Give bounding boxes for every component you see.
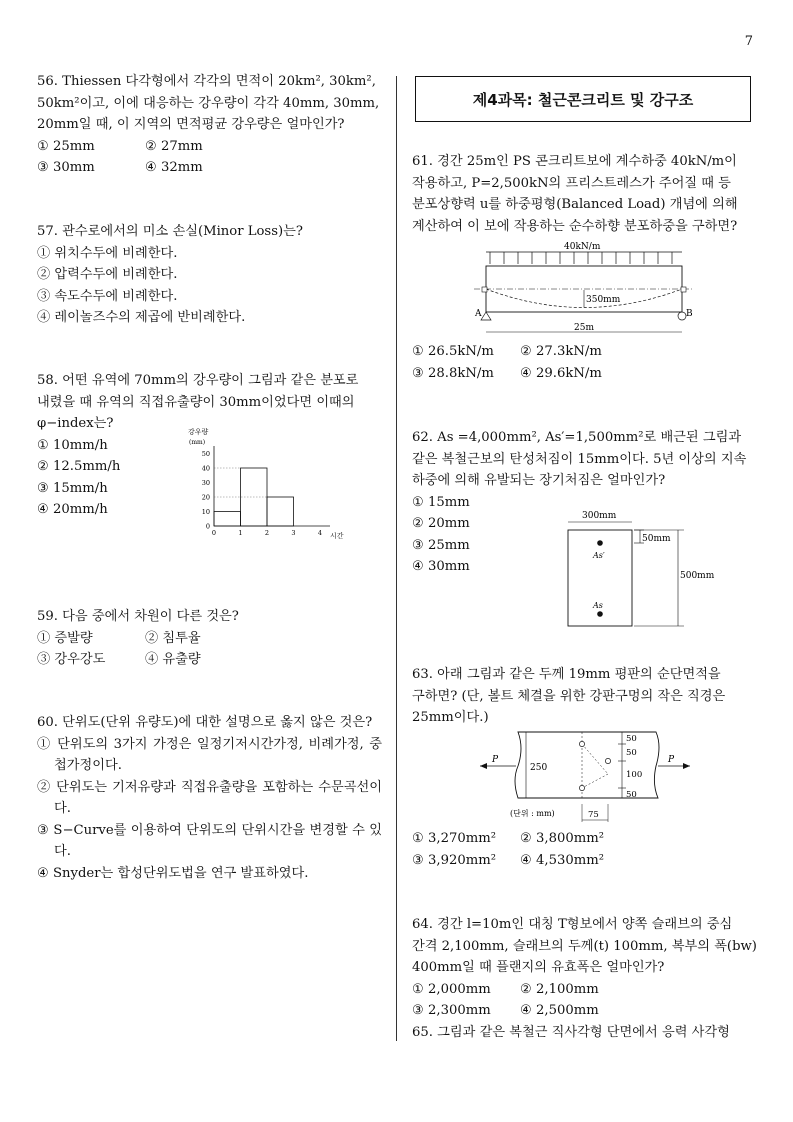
q60-option[interactable]: ① 단위도의 3가지 가정은 일정기저시간가정, 비례가정, 중첩가정이다.	[37, 736, 382, 773]
question-61	[412, 151, 757, 237]
x-tick-label: 2	[264, 529, 270, 537]
q62-option[interactable]: ④ 30mm	[412, 559, 470, 574]
ps-beam-figure	[472, 238, 702, 338]
q60-stem: 60. 단위도(단위 유량도)에 대한 설명으로 옳지 않은 것은?	[37, 715, 373, 730]
compression-bar-label: As′	[593, 551, 605, 560]
support-b-label: B	[686, 309, 693, 319]
bolt-hole	[579, 785, 584, 790]
column-divider	[396, 76, 397, 1041]
q64-option[interactable]: ① 2,000mm	[412, 981, 491, 997]
spacing-label: 100	[626, 770, 643, 780]
question-64	[412, 914, 757, 1043]
q58-line: φ−index는?	[37, 416, 114, 431]
question-56	[37, 71, 382, 179]
y-tick-label: 10	[201, 508, 210, 516]
sag-label: 350mm	[586, 295, 621, 305]
chart-ylabel: 강우량	[188, 428, 209, 436]
q56-option[interactable]: ① 25mm	[37, 138, 95, 154]
rainfall-bar	[214, 512, 241, 527]
rainfall-hyetograph	[180, 424, 360, 544]
q61-option[interactable]: ④ 29.6kN/m	[520, 365, 602, 381]
compression-bar	[597, 540, 603, 546]
beam-section-figure	[560, 508, 730, 630]
q58-line: 내렸을 때 유역의 직접유출량이 30mm이었다면 이때의	[37, 394, 355, 410]
q61-options	[412, 341, 757, 384]
q61-line: 61. 경간 25m인 PS 콘크리트보에 계수하중 40kN/m이	[412, 154, 737, 169]
q62-line: 같은 복철근보의 탄성처짐이 15mm이다. 5년 이상의 지속	[412, 451, 747, 467]
q64-option[interactable]: ④ 2,500mm	[520, 1003, 599, 1018]
distributed-load-arrows	[490, 252, 672, 264]
q56-line: 56. Thiessen 다각형에서 각각의 면적이 20km², 30km²,	[37, 74, 376, 89]
q58-option[interactable]: ② 12.5mm/h	[37, 459, 121, 474]
q62-line: 62. As =4,000mm², As′=1,500mm²로 배근된 그림과	[412, 430, 742, 445]
q57-option[interactable]: ① 위치수두에 비례한다.	[37, 245, 178, 261]
q57-stem: 57. 관수로에서의 미소 손실(Minor Loss)는?	[37, 224, 303, 239]
tension-bar	[597, 611, 603, 617]
q63-line: 63. 아래 그림과 같은 두께 19mm 평판의 순단면적을	[412, 667, 721, 682]
section-title: 제4과목: 철근콘크리트 및 강구조	[415, 76, 751, 122]
q62-line: 하중에 의해 유발되는 장기처짐은 얼마인가?	[412, 473, 666, 488]
q56-line: 20mm일 때, 이 지역의 면적평균 강우량은 얼마인가?	[37, 117, 345, 132]
q60-option[interactable]: ④ Snyder는 합성단위도법을 연구 발표하였다.	[37, 865, 309, 881]
spacing-label: 50	[626, 748, 637, 758]
q56-line: 50km²이고, 이에 대응하는 강우량이 각각 40mm, 30mm,	[37, 95, 380, 111]
q63-option[interactable]: ② 3,800mm²	[520, 831, 605, 846]
spacing-label: 50	[626, 734, 637, 744]
bolt-hole	[605, 758, 610, 763]
q63-option[interactable]: ④ 4,530mm²	[520, 852, 605, 868]
q64-line: 64. 경간 l=10m인 대칭 T형보에서 양쪽 슬래브의 중심	[412, 917, 733, 932]
q56-option[interactable]: ④ 32mm	[145, 160, 203, 175]
x-tick-label: 1	[238, 529, 243, 537]
q61-line: 작용하고, P=2,500kN의 프리스트레스가 주어질 때 등	[412, 175, 731, 191]
load-label: 40kN/m	[564, 242, 601, 252]
x-tick-label: 0	[211, 529, 217, 537]
q62-option[interactable]: ① 15mm	[412, 494, 470, 510]
page-number: 7	[744, 34, 753, 49]
question-63	[412, 664, 757, 729]
pitch-label: 75	[588, 810, 599, 820]
q60-option[interactable]: ② 단위도는 기저유량과 직접유출량을 포함하는 수문곡선이다.	[37, 779, 382, 816]
q57-option[interactable]: ② 압력수두에 비례한다.	[37, 267, 178, 282]
chart-xlabel: 시간	[330, 532, 344, 540]
q63-line: 25mm이다.)	[412, 710, 489, 725]
q64-line: 간격 2,100mm, 슬래브의 두께(t) 100mm, 복부의 폭(bw)	[412, 938, 757, 954]
q58-option[interactable]: ① 10mm/h	[37, 437, 108, 453]
q61-line: 계산하여 이 보에 작용하는 순수하향 분포하중을 구하면?	[412, 218, 738, 234]
q60-option[interactable]: ③ S−Curve를 이용하여 단위도의 단위시간을 변경할 수 있다.	[37, 822, 382, 859]
load-p-left: P	[492, 755, 499, 765]
tension-bar-label: As	[593, 601, 603, 610]
x-tick-label: 4	[317, 529, 323, 537]
q58-option[interactable]: ③ 15mm/h	[37, 480, 108, 496]
q61-line: 분포상향력 u를 하중평형(Balanced Load) 개념에 의해	[412, 197, 738, 212]
plate-width-label: 250	[530, 763, 548, 773]
y-tick-label: 30	[201, 479, 210, 487]
q56-option[interactable]: ② 27mm	[145, 138, 203, 154]
width-label: 300mm	[582, 511, 617, 521]
q64-option[interactable]: ② 2,100mm	[520, 981, 599, 997]
q59-option[interactable]: ② 침투율	[145, 630, 201, 646]
q59-option[interactable]: ④ 유출량	[145, 652, 201, 667]
y-tick-label: 50	[201, 450, 210, 458]
spacing-label: 50	[626, 790, 637, 800]
q64-option[interactable]: ③ 2,300mm	[412, 1003, 491, 1018]
q63-line: 구하면? (단, 볼트 체결을 위한 강판구멍의 작은 직경은	[412, 688, 726, 704]
q61-option[interactable]: ② 27.3kN/m	[520, 344, 602, 359]
pin-support-a	[481, 312, 491, 320]
roller-support-b	[678, 312, 686, 320]
y-tick-label: 40	[201, 464, 210, 473]
q65-stem: 65. 그림과 같은 복철근 직사각형 단면에서 응력 사각형	[412, 1024, 730, 1040]
chart-yunit: (mm)	[189, 439, 206, 446]
q62-option[interactable]: ③ 25mm	[412, 537, 470, 553]
cover-label: 50mm	[642, 534, 671, 544]
q59-option[interactable]: ① 증발량	[37, 630, 93, 646]
height-label: 500mm	[680, 571, 715, 581]
q58-line: 58. 어떤 유역에 70mm의 강우량이 그림과 같은 분포로	[37, 373, 359, 388]
q61-option[interactable]: ③ 28.8kN/m	[412, 365, 494, 381]
q61-option[interactable]: ① 26.5kN/m	[412, 344, 494, 359]
support-a-label: A	[475, 309, 482, 319]
bolt-hole	[579, 741, 584, 746]
q59-option[interactable]: ③ 강우강도	[37, 652, 106, 667]
question-57	[37, 221, 382, 329]
q57-option[interactable]: ③ 속도수두에 비례한다.	[37, 288, 178, 304]
plate-figure	[478, 728, 693, 824]
q59-stem: 59. 다음 중에서 차원이 다른 것은?	[37, 609, 239, 624]
span-label: 25m	[574, 323, 594, 333]
load-p-right: P	[668, 755, 675, 765]
q63-option[interactable]: ① 3,270mm²	[412, 831, 497, 846]
q58-option[interactable]: ④ 20mm/h	[37, 502, 108, 517]
rainfall-bar	[267, 497, 294, 526]
x-tick-label: 3	[291, 529, 296, 537]
question-60	[37, 712, 382, 884]
q56-option[interactable]: ③ 30mm	[37, 160, 95, 175]
y-tick-label: 20	[201, 493, 210, 502]
q63-option[interactable]: ③ 3,920mm²	[412, 852, 497, 868]
y-tick-label: 0	[205, 522, 210, 531]
question-59	[37, 606, 382, 671]
unit-note: (단위 : mm)	[510, 809, 555, 818]
q57-option[interactable]: ④ 레이놀즈수의 제곱에 반비례한다.	[37, 310, 246, 325]
q63-options	[412, 828, 757, 871]
q62-option[interactable]: ② 20mm	[412, 516, 470, 531]
q64-line: 400mm일 때 플랜지의 유효폭은 얼마인가?	[412, 960, 665, 975]
